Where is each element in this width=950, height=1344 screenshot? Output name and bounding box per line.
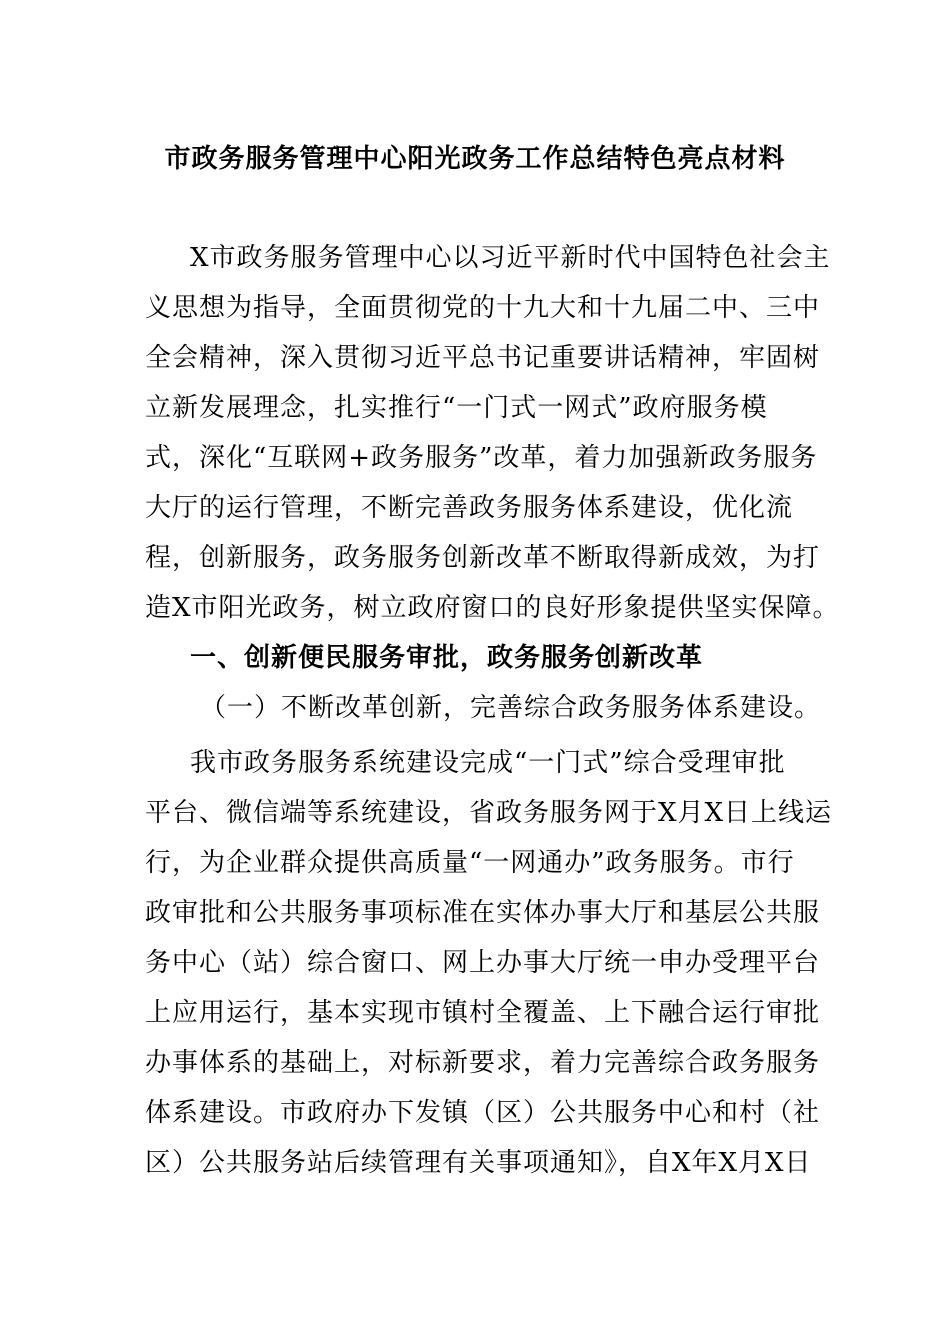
paragraph-line: 办事体系的基础上，对标新要求，着力完善综合政务服务 — [145, 1048, 821, 1078]
paragraph-line: 义思想为指导，全面贯彻党的十九大和十九届二中、三中 — [145, 293, 821, 323]
paragraph-line: 立新发展理念，扎实推行“一门式一网式”政府服务模 — [145, 393, 768, 423]
paragraph-line: 行，为企业群众提供高质量“一网通办”政务服务。市行 — [145, 848, 795, 878]
subsection-heading: （一）不断改革创新，完善综合政务服务体系建设。 — [200, 693, 822, 723]
paragraph-line: 式，深化“互联网+政务服务”改革，着力加强新政务服务 — [145, 443, 818, 473]
paragraph-line: 上应用运行，基本实现市镇村全覆盖、上下融合运行审批 — [145, 998, 821, 1028]
paragraph-line: 平台、微信端等系统建设，省政务服务网于X月X日上线运 — [145, 798, 833, 828]
paragraph-line: 政审批和公共服务事项标准在实体办事大厅和基层公共服 — [145, 898, 821, 928]
section-heading: 一、创新便民服务审批，政务服务创新改革 — [190, 643, 704, 673]
paragraph-line: 大厅的运行管理，不断完善政务服务体系建设，优化流 — [145, 493, 794, 523]
paragraph-line: 务中心（站）综合窗口、网上办事大厅统一申办受理平台 — [145, 948, 821, 978]
paragraph-line: 造X市阳光政务，树立政府窗口的良好形象提供坚实保障。 — [145, 593, 840, 623]
paragraph-line: 程，创新服务，政务服务创新改革不断取得新成效，为打 — [145, 543, 821, 573]
paragraph-line: X市政务服务管理中心以习近平新时代中国特色社会主 — [190, 243, 831, 273]
document-title: 市政务服务管理中心阳光政务工作总结特色亮点材料 — [164, 144, 786, 174]
paragraph-line: 我市政务服务系统建设完成“一门式”综合受理审批 — [190, 748, 786, 778]
paragraph-line: 体系建设。市政府办下发镇（区）公共服务中心和村（社 — [145, 1098, 821, 1128]
paragraph-line: 区）公共服务站后续管理有关事项通知》，自X年X月X日 — [145, 1148, 812, 1178]
paragraph-line: 全会精神，深入贯彻习近平总书记重要讲话精神，牢固树 — [145, 343, 821, 373]
